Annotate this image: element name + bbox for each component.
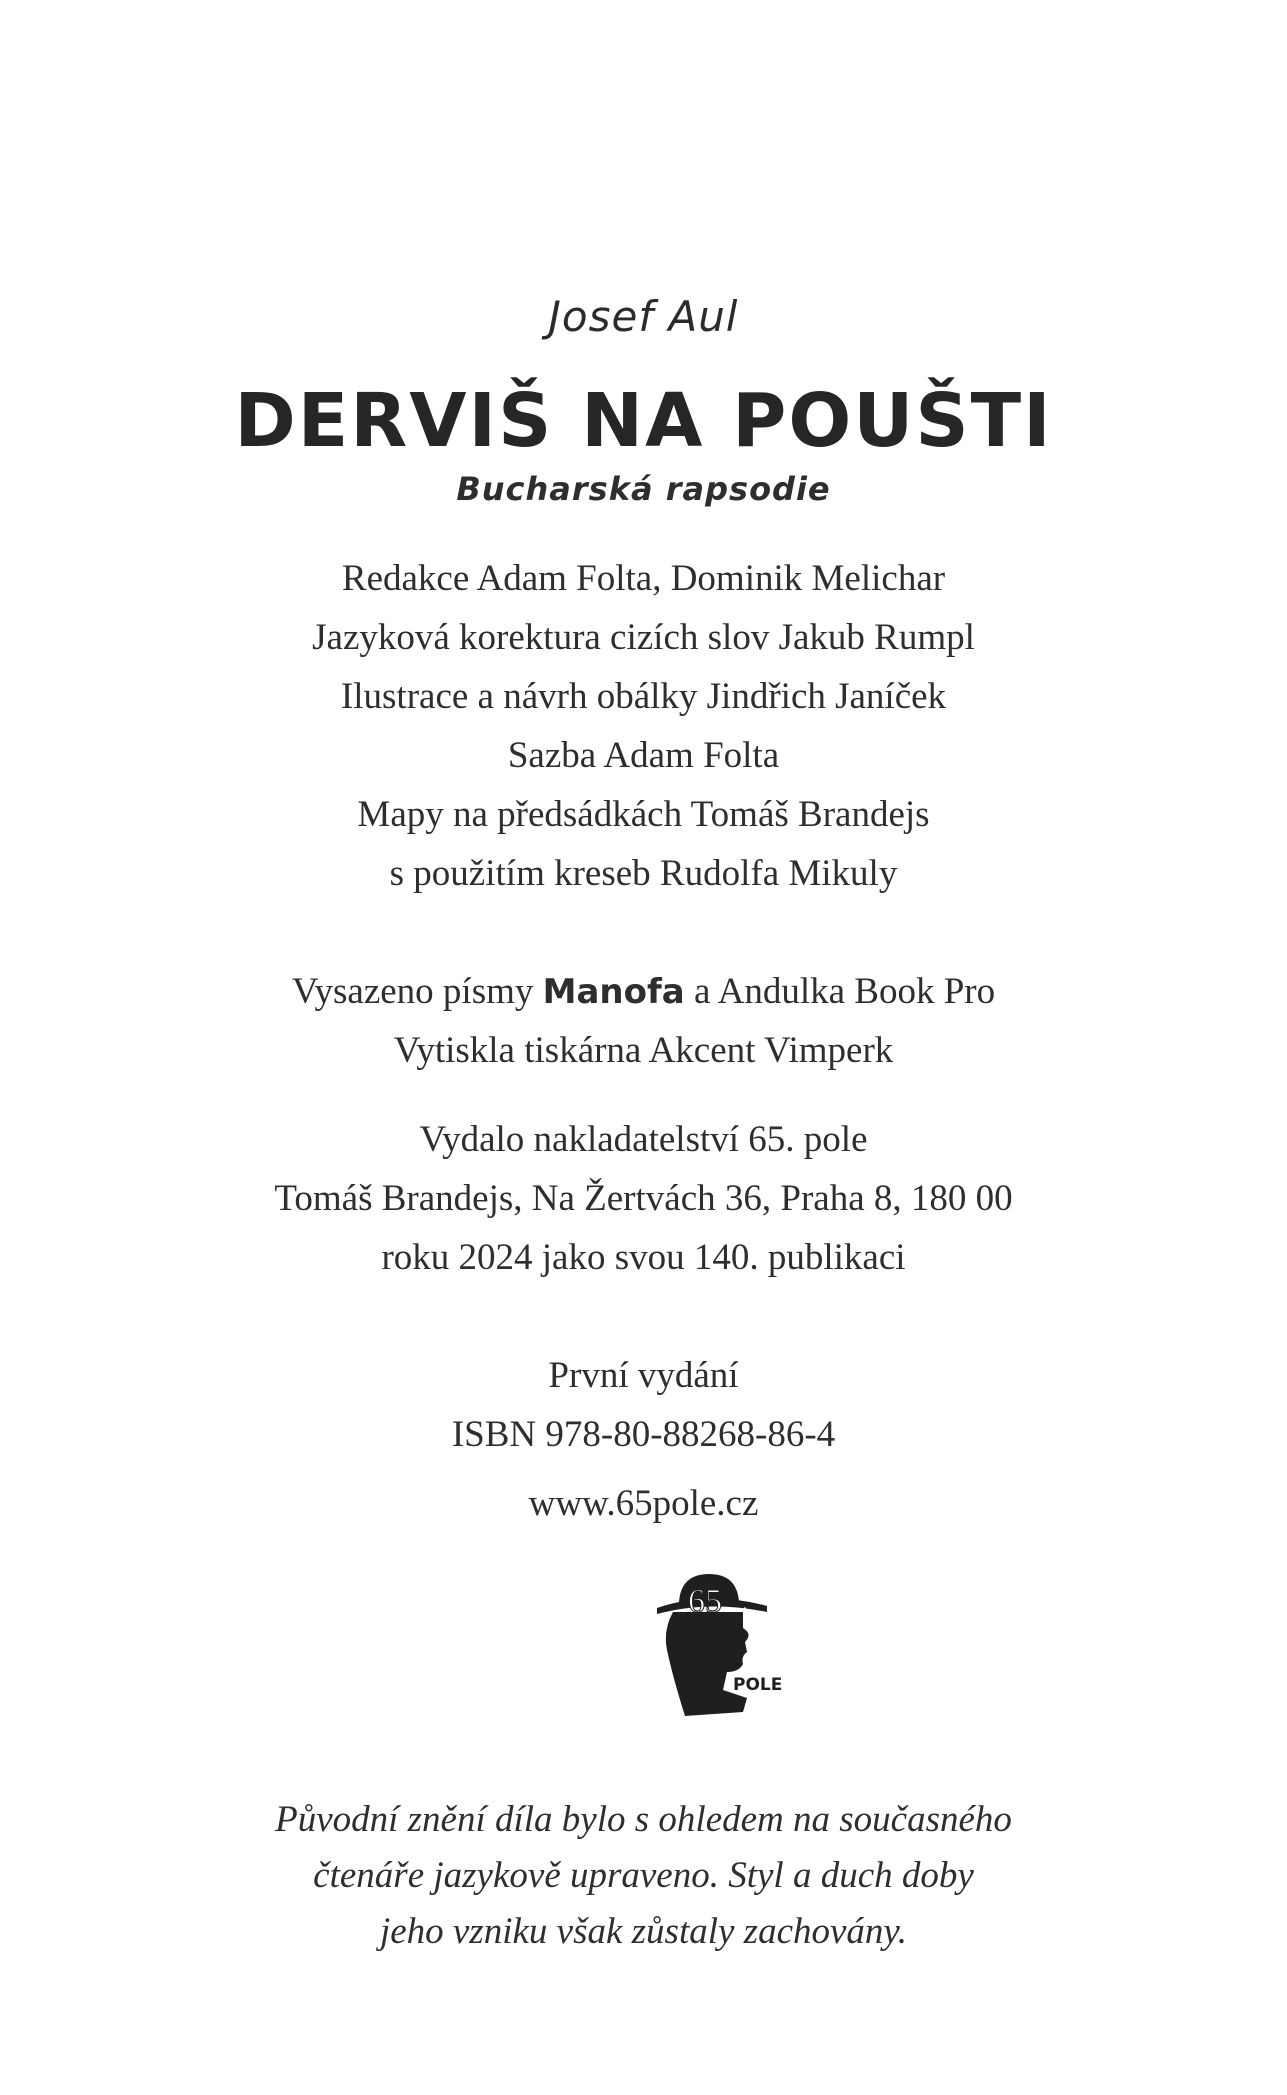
printer-line: Vytiskla tiskárna Akcent Vimperk: [393, 1030, 894, 1071]
author-name: Josef Aul: [548, 292, 739, 341]
logo-head-silhouette: [666, 1612, 749, 1716]
publisher-line: Vydalo nakladatelství 65. pole: [419, 1119, 868, 1160]
typeface-prefix: Vysazeno písmy: [291, 971, 543, 1012]
credit-illustration: Ilustrace a návrh obálky Jindřich Janíček: [340, 676, 947, 717]
credit-proofreading: Jazyková korektura cizích slov Jakub Rumpl: [312, 617, 975, 658]
logo-number: 65: [688, 1583, 722, 1620]
logo-dot: .: [742, 1590, 748, 1615]
website-link[interactable]: www.65pole.cz: [528, 1483, 759, 1524]
publisher-logo: [645, 1568, 783, 1720]
publisher-address: Tomáš Brandejs, Na Žertvách 36, Praha 8, 180 00: [274, 1178, 1013, 1219]
publication-year: roku 2024 jako svou 140. publikaci: [381, 1237, 906, 1278]
credit-maps: Mapy na předsádkách Tomáš Brandejs: [357, 794, 930, 835]
edition: První vydání: [548, 1355, 739, 1396]
typeface-manofa: Manofa: [542, 972, 685, 1012]
note-line-2: čtenáře jazykově upraveno. Styl a duch doby: [313, 1855, 974, 1896]
note-line-3: jeho vzniku však zůstaly zachovány.: [379, 1911, 908, 1952]
logo-word: POLE: [733, 1675, 783, 1695]
typeface-suffix: a Andulka Book Pro: [684, 971, 996, 1012]
book-title: DERVIŠ NA POUŠTI: [234, 378, 1053, 464]
typeface-line: [0, 970, 1287, 1013]
credit-maps-source: s použitím kreseb Rudolfa Mikuly: [389, 853, 898, 894]
book-subtitle: Bucharská rapsodie: [456, 470, 831, 508]
credit-editors: Redakce Adam Folta, Dominik Melichar: [341, 558, 946, 599]
credit-typesetting: Sazba Adam Folta: [507, 735, 780, 776]
isbn: ISBN 978-80-88268-86-4: [451, 1414, 836, 1455]
note-line-1: Původní znění díla bylo s ohledem na současného: [275, 1799, 1012, 1840]
